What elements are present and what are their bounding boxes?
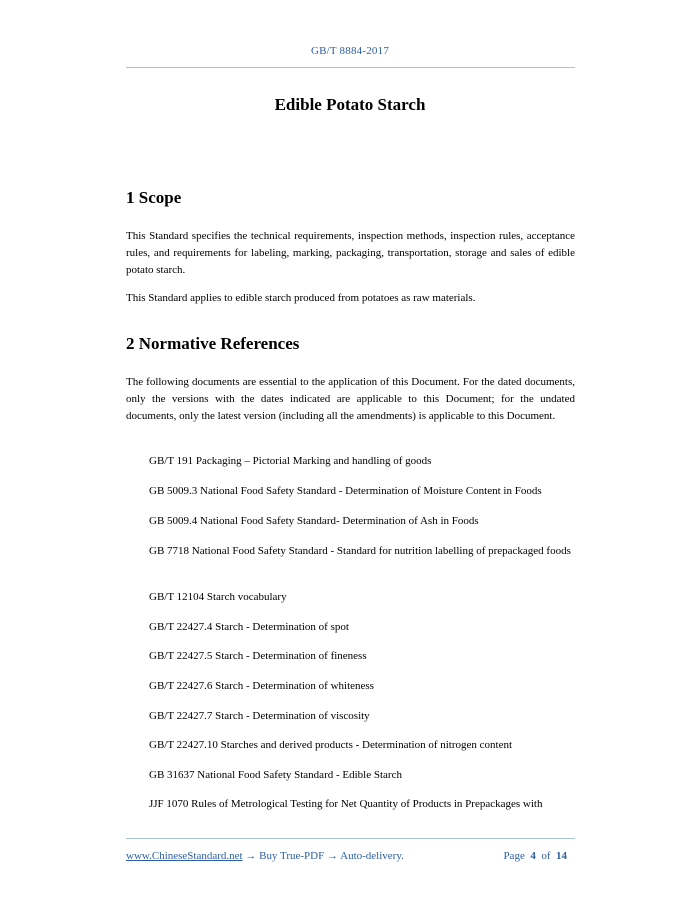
reference-item: GB/T 22427.10 Starches and derived products - Determination of nitrogen content — [149, 739, 513, 751]
total-page-count: 14 — [556, 850, 567, 862]
references-intro-paragraph: The following documents are essential to the application of this Document. For the dated documents, only the versions with the dates indicated are applicable to this Document; for the undated documents, only the latest version (including all the amendments) is applicable to this Document. — [126, 376, 575, 422]
current-page-number: 4 — [530, 850, 536, 862]
auto-delivery-text: Auto-delivery. — [340, 850, 404, 862]
page-label: Page — [503, 850, 525, 862]
reference-item: GB/T 22427.7 Starch - Determination of viscosity — [149, 710, 370, 722]
reference-item: GB/T 191 Packaging – Pictorial Marking and handling of goods — [149, 455, 432, 467]
header-rule — [126, 67, 575, 68]
chinesestandard-link[interactable]: www.ChineseStandard.net — [126, 850, 243, 862]
arrow-right-icon: → — [242, 850, 260, 862]
section-heading-normative-references: 2 Normative References — [126, 334, 300, 353]
reference-item: GB 5009.4 National Food Safety Standard- Determination of Ash in Foods — [149, 515, 479, 527]
footer-links — [126, 850, 404, 862]
scope-paragraph-1: This Standard specifies the technical requirements, inspection methods, inspection rules, acceptance rules, and requirements for labeling, marking, packaging, transportation, storage and sales of edible potato starch. — [126, 230, 575, 276]
footer-rule — [126, 838, 575, 839]
document-title: Edible Potato Starch — [274, 95, 426, 114]
reference-item: JJF 1070 Rules of Metrological Testing for Net Quantity of Products in Prepackages with — [149, 798, 543, 810]
buy-true-pdf-text: Buy True-PDF — [259, 850, 325, 862]
reference-item: GB 5009.3 National Food Safety Standard - Determination of Moisture Content in Foods — [149, 485, 542, 497]
section-heading-scope: 1 Scope — [126, 188, 182, 207]
reference-item: GB/T 22427.4 Starch - Determination of spot — [149, 621, 349, 633]
arrow-right-icon: → — [324, 850, 341, 862]
scope-paragraph-2: This Standard applies to edible starch produced from potatoes as raw materials. — [126, 292, 476, 304]
reference-item: GB 31637 National Food Safety Standard - Edible Starch — [149, 769, 402, 781]
reference-item: GB 7718 National Food Safety Standard - Standard for nutrition labelling of prepackaged foods — [149, 545, 571, 557]
reference-item: GB/T 22427.5 Starch - Determination of fineness — [149, 650, 367, 662]
reference-item: GB/T 12104 Starch vocabulary — [149, 591, 287, 603]
reference-item: GB/T 22427.6 Starch - Determination of whiteness — [149, 680, 374, 692]
header-standard-code: GB/T 8884-2017 — [310, 45, 390, 57]
page-indicator — [503, 850, 567, 862]
page-of-label: of — [541, 850, 551, 862]
